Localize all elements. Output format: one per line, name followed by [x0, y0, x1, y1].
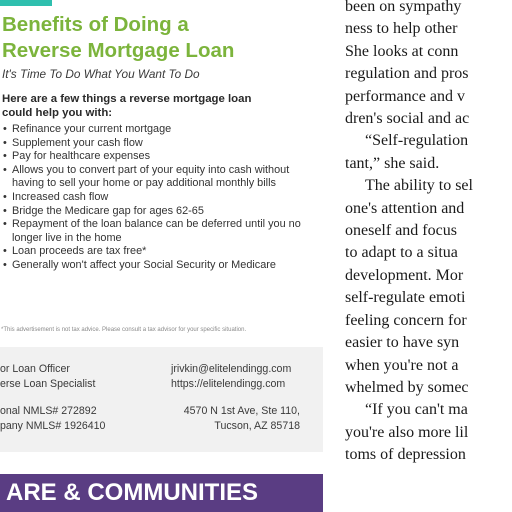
benefit-item: • Pay for healthcare expenses	[1, 150, 319, 164]
article-line: dren's social and ac	[345, 110, 470, 128]
article-line: one's attention and	[345, 199, 465, 217]
article-line: She looks at conn	[345, 42, 459, 60]
contact-role-2: erse Loan Specialist	[0, 378, 96, 390]
contact-address-line-2: Tucson, AZ 85718	[214, 420, 300, 432]
benefit-item: • Refinance your current mortgage	[1, 123, 319, 137]
ad-title-line-1: Benefits of Doing a	[2, 13, 189, 36]
article-line: performance and v	[345, 87, 465, 105]
article-line: whelmed by somec	[345, 378, 469, 396]
article-line: ness to help other	[345, 20, 458, 38]
benefit-item: • Supplement your cash flow	[1, 137, 319, 151]
ad-tagline: It's Time To Do What You Want To Do	[2, 67, 200, 81]
article-line: you're also more lil	[345, 423, 469, 441]
benefits-list	[1, 123, 319, 273]
article-line: regulation and pros	[345, 65, 469, 83]
teal-accent-bar	[0, 0, 52, 6]
ad-intro	[2, 92, 302, 120]
article-line: to adapt to a situa	[345, 244, 458, 262]
contact-website[interactable]: https://elitelendingg.com	[171, 378, 286, 390]
article-line: “If you can't ma	[365, 401, 468, 419]
article-line: easier to have syn	[345, 334, 460, 352]
contact-panel	[0, 347, 323, 452]
article-line: “Self-regulation	[365, 132, 469, 150]
article-line: oneself and focus	[345, 222, 457, 240]
contact-email[interactable]: jrivkin@elitelendingg.com	[171, 363, 292, 375]
article-line: been on sympathy	[345, 0, 462, 15]
benefit-item: • Allows you to convert part of your equity into cash without having to sell your home or pay additional monthly bills	[1, 164, 319, 191]
ad-disclaimer: *This advertisement is not tax advice. Please consult a tax advisor for your specific situation.	[1, 327, 247, 333]
article-line: when you're not a	[345, 356, 459, 374]
article-line: self-regulate emoti	[345, 289, 466, 307]
article-line: toms of depression	[345, 446, 466, 464]
article-line: tant,” she said.	[345, 154, 440, 172]
article-column	[345, 0, 512, 512]
benefit-item: • Loan proceeds are tax free*	[1, 245, 319, 259]
benefit-item: • Generally won't affect your Social Security or Medicare	[1, 259, 319, 273]
benefit-item: • Repayment of the loan balance can be deferred until you no longer live in the home	[1, 218, 319, 245]
ad-title	[2, 12, 322, 64]
article-line: feeling concern for	[345, 311, 467, 329]
contact-address-line-1: 4570 N 1st Ave, Ste 110,	[183, 405, 300, 417]
section-banner: ARE & COMMUNITIES	[0, 474, 323, 512]
ad-intro-line-1: Here are a few things a reverse mortgage loan	[2, 93, 252, 105]
benefit-item: • Increased cash flow	[1, 191, 319, 205]
benefit-item: • Bridge the Medicare gap for ages 62-65	[1, 205, 319, 219]
ad-intro-line-2: could help you with:	[2, 107, 113, 119]
contact-role-1: or Loan Officer	[0, 363, 70, 375]
contact-nmls-company: pany NMLS# 1926410	[0, 420, 106, 432]
contact-nmls-personal: onal NMLS# 272892	[0, 405, 97, 417]
article-line: development. Mor	[345, 266, 464, 284]
article-line: The ability to sel	[365, 177, 473, 195]
ad-title-line-2: Reverse Mortgage Loan	[2, 39, 235, 62]
